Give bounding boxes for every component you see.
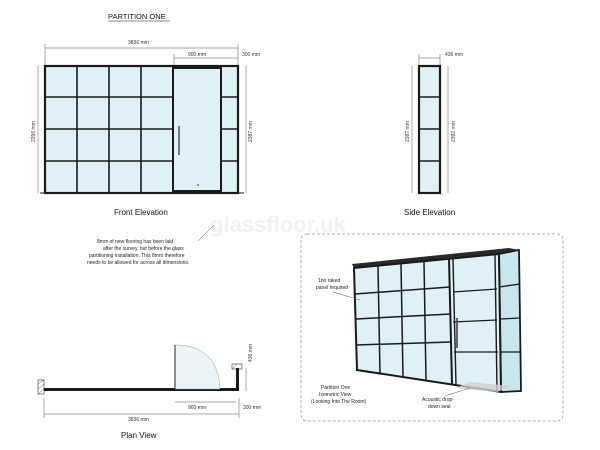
plan-width-dim: 3836 mm xyxy=(128,417,149,423)
note-line-4: needs to be allowed for across all dimensions. xyxy=(87,260,190,266)
watermark: glassfloor.uk xyxy=(210,212,346,237)
door-swing-arc xyxy=(175,345,220,389)
side-width-dim: 436 mm xyxy=(445,52,464,58)
iso-callout-raked-2: panel required xyxy=(316,285,348,291)
iso-callout-raked-1: 1no raked xyxy=(318,278,341,284)
front-right-height-dim: 2387 mm xyxy=(248,121,254,142)
plan-view-label: Plan View xyxy=(121,431,157,440)
side-left-height-dim: 2387 mm xyxy=(405,121,411,142)
iso-caption-3: (Looking Into The Room) xyxy=(311,399,367,405)
side-elevation xyxy=(404,52,463,217)
note-line-3: partitioning installation. This 8mm therefore xyxy=(89,253,185,259)
note-line-1: 8mm of new flooring has been laid xyxy=(97,239,174,245)
flooring-note xyxy=(87,225,214,266)
iso-callout-seal-1: Acoustic drop- xyxy=(422,397,454,403)
front-left-height-dim: 2396 mm xyxy=(31,121,37,142)
iso-caption-2: Isometric View xyxy=(319,392,352,398)
plan-side-dim: 300 mm xyxy=(243,405,262,411)
drawing-title: PARTITION ONE xyxy=(108,12,166,21)
front-door-dim: 900 mm xyxy=(188,52,207,58)
plan-return-dim: 436 mm xyxy=(248,343,254,362)
front-width-dim: 3836 mm xyxy=(128,40,149,46)
plan-view xyxy=(38,344,261,440)
front-elevation xyxy=(31,40,260,217)
plan-door-dim: 900 mm xyxy=(188,405,207,411)
side-right-height-dim: 2392 mm xyxy=(451,121,457,142)
isometric-view xyxy=(301,234,563,421)
iso-callout-seal-2: down seal xyxy=(428,404,451,410)
front-elevation-label: Front Elevation xyxy=(114,208,168,217)
iso-caption-1: Partition One xyxy=(321,385,351,391)
front-side-dim: 300 mm xyxy=(242,52,261,58)
note-line-2: after the survey, but before the glass xyxy=(103,246,184,252)
side-elevation-label: Side Elevation xyxy=(404,208,456,217)
